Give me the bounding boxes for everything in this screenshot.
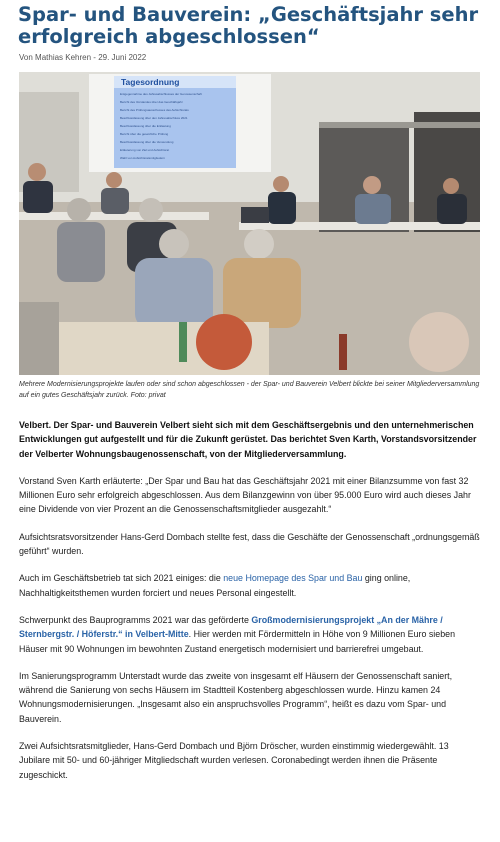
article-paragraph: Vorstand Sven Karth erläuterte: „Der Spar und Bau hat das Geschäftsjahr 2021 mit einer Bilanzsumme von fast 32 Millionen Euro sehr erfolgreich abgeschlossen. Aus dem Bilanzgewinn von über 95.000 Euro wird auch dieses Jahr eine Dividende von vier Prozent an die Genossenschaftsmitglieder ausgezahlt.“ [19, 475, 471, 515]
projection-slide [114, 76, 236, 168]
homepage-link[interactable]: neue Homepage des Spar und Bau [223, 573, 363, 584]
byline-author: Mathias Kehren [35, 53, 92, 62]
slide-item: Beschlussfassung über die Verwendung [120, 140, 174, 144]
slide-item: Entgegennahme des Jahresabschlusses der Genossenschaft [120, 92, 202, 96]
slide-item: Bericht des Prüfungsausschusses des Aufsichtsrats [120, 108, 189, 112]
paragraph-text: ging online, Nachhaltigkeitsthemen wurden forciert und neues Personal eingestellt. [19, 573, 411, 598]
slide-item: Beschlussfassung über die Entlastung [120, 124, 171, 128]
slide-item: Erläuterung von Ziel und Aufsichtsrat [120, 148, 170, 152]
slide-item: Beschlussfassung über den Jahresabschluss 2021 [120, 116, 188, 120]
article-lead: Velbert. Der Spar- und Bauverein Velbert sieht sich mit dem Geschäftsergebnis und den unternehmerischen Entwicklungen gut aufgestellt und für die Zukunft gerüstet. Das berichtet Sven Karth, Vorstandsvorsitzender der Velberter Wohnungsbaugenossenschaft, von der Mitgliederversammlung. [19, 420, 477, 459]
article-body [19, 418, 481, 795]
article-title: Spar- und Bauverein: „Geschäftsjahr sehr erfolgreich abgeschlossen“ [18, 3, 479, 48]
article-paragraph: Aufsichtsratsvorsitzender Hans-Gerd Dombach stellte fest, dass die Geschäfte der Genossenschaft „ordnungsgemäß geführt“ wurden. [19, 531, 480, 557]
article-paragraph: Im Sanierungsprogramm Unterstadt wurde das zweite von insgesamt elf Häusern der Genossenschaft saniert, während die Sanierung von sechs Häusern im Stadtteil Kostenberg abgeschlossen wurde. Hinzu kamen 24 Wohnungsmodernisierungen. „Insgesamt also ein anspruchsvolles Programm“, heißt es dazu vom Spar- und Bauverein. [19, 670, 453, 724]
byline-separator: - [93, 53, 96, 62]
byline-prefix: Von [19, 53, 33, 62]
article-photo [19, 72, 480, 375]
byline-date: 29. Juni 2022 [98, 53, 147, 62]
modernisation-project-link[interactable]: Großmodernisierungsprojekt „An der Mähre / Sternbergstr. / Höferstr.“ in Velbert-Mitte [19, 614, 443, 640]
article-paragraph: Zwei Aufsichtsratsmitglieder, Hans-Gerd Dombach und Björn Dröscher, wurden einstimmig wiedergewählt. 13 Jubilare mit 50- und 60-jähriger Mitgliedschaft wurden verlesen. Coronabedingt werden ihnen die Präsente zugeschickt. [19, 741, 449, 780]
article-paragraph [19, 571, 481, 600]
paragraph-text: . Hier werden mit Fördermitteln in Höhe von 9 Millionen Euro sieben Häuser mit 90 Wohnungen im bewohnten Zustand energetisch modernisiert und barrierefrei umgebaut. [19, 629, 456, 654]
slide-item: Wahl von Aufsichtsratsmitgliedern [120, 156, 165, 160]
article-byline [19, 53, 146, 62]
article-paragraph [19, 613, 481, 656]
slide-item: Bericht über die gesetzliche Prüfung [120, 132, 169, 136]
meeting-photo [19, 72, 480, 375]
slide-item: Bericht des Vorstandes über das Geschäftsjahr [120, 100, 183, 104]
paragraph-text: Auch im Geschäftsbetrieb tat sich 2021 einiges: die [19, 573, 224, 584]
slide-title: Tagesordnung [121, 77, 180, 87]
photo-caption: Mehrere Modernisierungsprojekte laufen oder sind schon abgeschlossen - der Spar- und Bauverein Velbert blickte bei seiner Mitgliederversammlung auf ein gutes Geschäftsjahr zurück. Foto: privat [19, 381, 480, 399]
paragraph-text: Schwerpunkt des Bauprogramms 2021 war das geförderte [19, 614, 252, 625]
